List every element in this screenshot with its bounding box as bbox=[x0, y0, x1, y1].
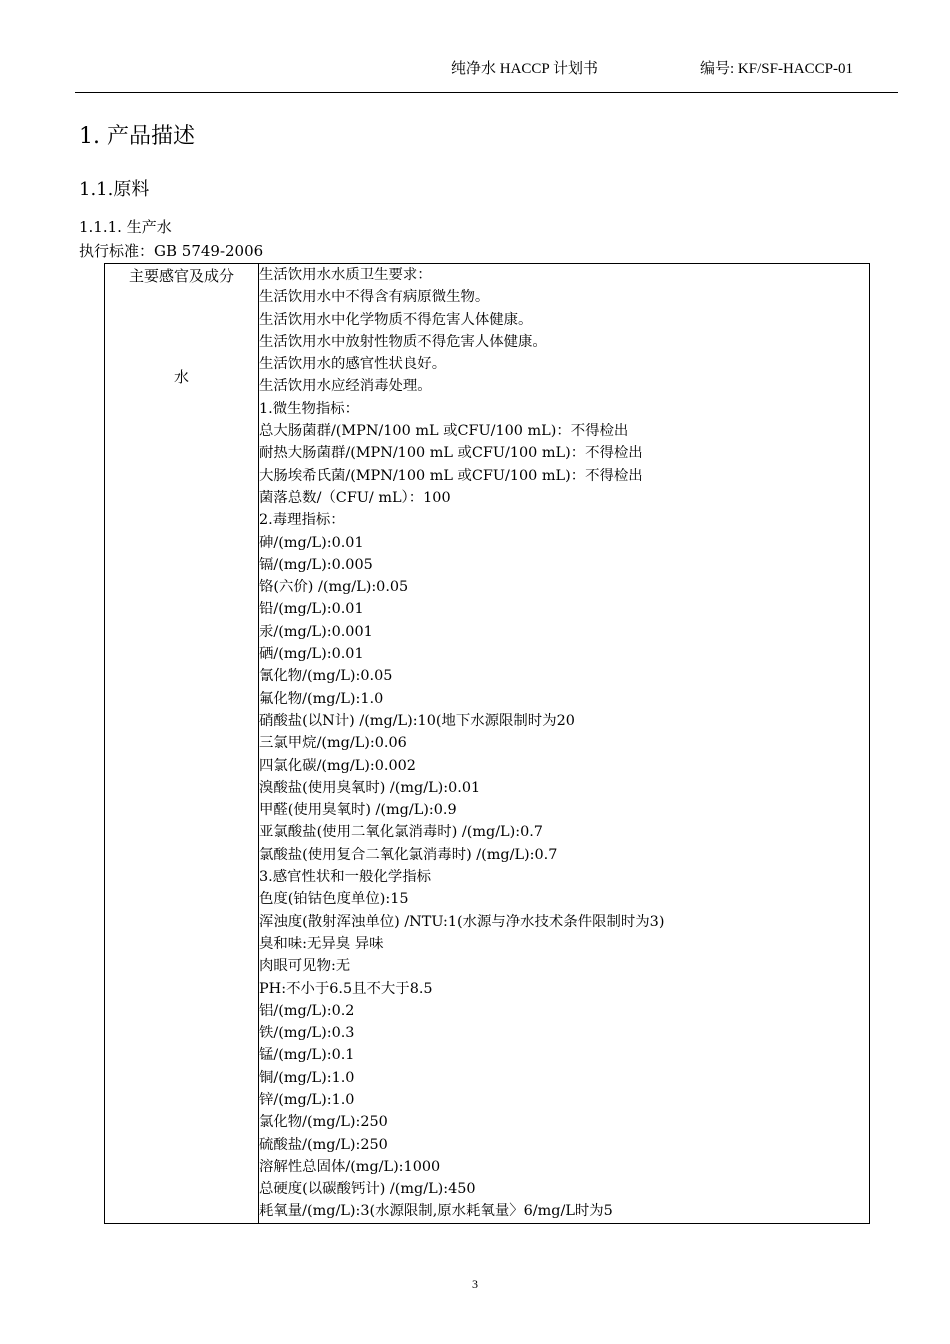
spec-line: 硫酸盐/(mg/L):250 bbox=[259, 1136, 388, 1153]
document-code: 编号: KF/SF-HACCP-01 bbox=[700, 61, 853, 77]
spec-line: 耗氧量/(mg/L):3(水源限制,原水耗氧量〉6/mg/L时为5 bbox=[259, 1203, 613, 1220]
spec-line: 氟化物/(mg/L):1.0 bbox=[259, 690, 384, 707]
spec-line: 总硬度(以碳酸钙计) /(mg/L):450 bbox=[259, 1181, 476, 1198]
spec-line: 氯酸盐(使用复合二氧化氯消毒时) /(mg/L):0.7 bbox=[259, 846, 558, 863]
left-column-header: 主要感官及成分 bbox=[128, 267, 234, 285]
spec-line: 肉眼可见物:无 bbox=[259, 958, 351, 975]
section-heading-2: 1.1.原料 bbox=[79, 179, 150, 200]
spec-line: 氰化物/(mg/L):0.05 bbox=[259, 668, 393, 685]
page-number: 3 bbox=[472, 1277, 478, 1291]
spec-line: 生活饮用水中化学物质不得危害人体健康。 bbox=[259, 311, 533, 328]
spec-line: 浑浊度(散射浑浊单位) /NTU:1(水源与净水技术条件限制时为3) bbox=[259, 913, 665, 930]
spec-line: 色度(铂钴色度单位):15 bbox=[259, 891, 409, 908]
spec-line: 生活饮用水水质卫生要求： bbox=[259, 267, 432, 283]
table-right-cell bbox=[259, 264, 870, 1224]
spec-line: 铝/(mg/L):0.2 bbox=[259, 1002, 355, 1019]
spec-line: 镉/(mg/L):0.005 bbox=[259, 556, 373, 573]
spec-line: 三氯甲烷/(mg/L):0.06 bbox=[259, 735, 407, 752]
page-header bbox=[75, 52, 898, 93]
spec-line: 硒/(mg/L):0.01 bbox=[259, 646, 364, 663]
spec-line: 甲醛(使用臭氧时) /(mg/L):0.9 bbox=[259, 802, 457, 819]
spec-line: 3.感官性状和一般化学指标 bbox=[259, 869, 432, 886]
spec-line: 生活饮用水中放射性物质不得危害人体健康。 bbox=[259, 333, 547, 350]
spec-line: 铅/(mg/L):0.01 bbox=[259, 601, 364, 618]
spec-line: 溶解性总固体/(mg/L):1000 bbox=[259, 1158, 441, 1175]
spec-line: 生活饮用水中不得含有病原微生物。 bbox=[259, 289, 490, 306]
spec-line: 耐热大肠菌群/(MPN/100 mL 或CFU/100 mL)：不得检出 bbox=[259, 445, 643, 462]
spec-line: PH:不小于6.5且不大于8.5 bbox=[259, 980, 433, 997]
spec-line: 2.毒理指标： bbox=[259, 512, 345, 529]
water-quality-table bbox=[104, 263, 870, 1224]
spec-line: 铬(六价) /(mg/L):0.05 bbox=[259, 579, 409, 596]
spec-line: 菌落总数/（CFU/ mL）：100 bbox=[259, 489, 451, 506]
spec-line: 生活饮用水应经消毒处理。 bbox=[259, 378, 432, 395]
spec-line: 砷/(mg/L):0.01 bbox=[259, 534, 364, 551]
spec-line: 1.微生物指标： bbox=[259, 400, 360, 417]
spec-line: 总大肠菌群/(MPN/100 mL 或CFU/100 mL)：不得检出 bbox=[259, 423, 629, 440]
spec-line: 四氯化碳/(mg/L):0.002 bbox=[259, 757, 416, 774]
spec-line: 大肠埃希氏菌/(MPN/100 mL 或CFU/100 mL)：不得检出 bbox=[259, 467, 643, 484]
spec-line: 锰/(mg/L):0.1 bbox=[259, 1047, 355, 1064]
left-column-item: 水 bbox=[173, 368, 189, 386]
spec-line: 硝酸盐(以N计) /(mg/L):10(地下水源限制时为20 bbox=[259, 712, 575, 729]
spec-line: 锌/(mg/L):1.0 bbox=[259, 1091, 355, 1108]
document-title: 纯净水 HACCP 计划书 bbox=[451, 61, 598, 77]
spec-line: 铜/(mg/L):1.0 bbox=[259, 1069, 355, 1086]
table-row bbox=[105, 264, 870, 1224]
spec-line: 汞/(mg/L):0.001 bbox=[259, 623, 373, 640]
spec-line: 氯化物/(mg/L):250 bbox=[259, 1114, 388, 1131]
spec-line: 亚氯酸盐(使用二氧化氯消毒时) /(mg/L):0.7 bbox=[259, 824, 543, 841]
standard-label: 执行标准：GB 5749-2006 bbox=[79, 242, 264, 260]
spec-line: 铁/(mg/L):0.3 bbox=[259, 1025, 355, 1042]
section-heading-3: 1.1.1. 生产水 bbox=[79, 218, 172, 236]
section-heading-1: 1. 产品描述 bbox=[79, 124, 195, 149]
table-left-cell bbox=[105, 264, 259, 1224]
spec-line: 生活饮用水的感官性状良好。 bbox=[259, 356, 447, 373]
spec-line: 溴酸盐(使用臭氧时) /(mg/L):0.01 bbox=[259, 779, 481, 796]
spec-line: 臭和味:无异臭 异味 bbox=[259, 935, 384, 952]
